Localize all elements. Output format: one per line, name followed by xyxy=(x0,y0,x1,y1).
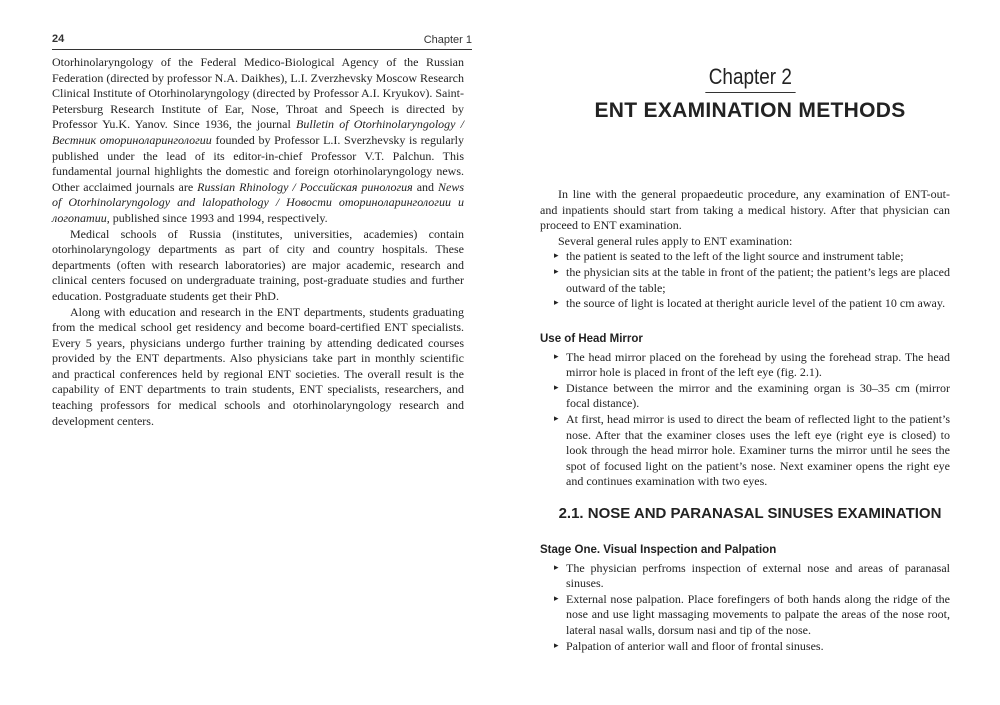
rules-intro: Several general rules apply to ENT examination: xyxy=(558,233,793,248)
running-head xyxy=(52,31,472,50)
intro-paragraph: In line with the general propaedeutic procedure, any examination of ENT-out- and inpatients should start from taking a medical history. After that physician can proceed to ENT examination. xyxy=(540,187,950,233)
head-mirror-list xyxy=(540,350,950,490)
list-item: ▸ The physician perfroms inspection of external nose and areas of paranasal sinuses. xyxy=(554,560,950,591)
list-item: ▸ External nose palpation. Place forefingers of both hands along the ridge of the nose and use light massaging movements to palpate the areas of the nose root, lateral nasal walls, dorsum nasi and tip of the nose. xyxy=(554,591,950,637)
bullet-icon: ▸ xyxy=(554,413,559,424)
bullet-icon: ▸ xyxy=(554,593,559,604)
page-number: 24 xyxy=(52,33,65,45)
chapter-number: Chapter 2 xyxy=(500,64,1000,93)
intro-block xyxy=(540,187,950,312)
section-heading: 2.1. NOSE AND PARANASAL SINUSES EXAMINATION xyxy=(558,505,942,522)
list-item: ▸ the source of light is located at theright auricle level of the patient 10 cm away. xyxy=(554,296,946,311)
paragraph-institutes-journals: Otorhinolaryngology of the Federal Medico-Biological Agency of the Russian Federation (directed by professor N.A. Daikhes), L.I. Zverzhevsky Moscow Research Clinical Institute of Otorhinolaryngology (directed by Professor A.I. Kryukov). Saint-Petersburg Research Institute of Ear, Nose, Throat and Speech is directed by Professor Yu.K. Yanov. Since 1936, the journal Bulletin of Otorhinolaryngology / Вестник оториноларингологии founded by Professor L.I. Sverzhevsky is regularly published under the lead of its editor-in-chief Professor V.T. Palchun. This fundamental journal highlights the domestic and foreign otorhinolaryngology news. Other acclaimed journals are Russian Rhinology / Российская ринология and News of Otorhinolaryngology and lalopathology / Новости оториноларингологии и логопатии, published since 1993 and 1994, respectively. xyxy=(52,55,465,225)
stage-list xyxy=(540,561,950,655)
list-item: ▸ Palpation of anterior wall and floor of frontal sinuses. xyxy=(554,638,824,653)
right-page xyxy=(500,0,1000,705)
bullet-icon: ▸ xyxy=(554,382,559,393)
bullet-icon: ▸ xyxy=(554,351,559,362)
paragraph-medical-schools: Medical schools of Russia (institutes, universities, academies) contain otorhinolaryngology departments as part of city and country hospitals. These departments (often with research laboratories) are major academic, research and clinical centers focused on undergraduate training, post-graduate studies and further education. Postgraduate students get their PhD. xyxy=(52,226,464,303)
head-mirror-heading: Use of Head Mirror xyxy=(540,333,643,345)
bullet-icon: ▸ xyxy=(554,640,559,651)
left-body-text xyxy=(52,55,464,429)
stage-one-block xyxy=(540,543,950,654)
list-item: ▸ the patient is seated to the left of the light source and instrument table; xyxy=(554,249,904,264)
bullet-icon: ▸ xyxy=(554,298,559,309)
list-item: ▸ the physician sits at the table in front of the patient; the patient’s legs are placed outward of the table; xyxy=(554,264,950,295)
list-item: ▸ Distance between the mirror and the examining organ is 30–35 cm (mirror focal distance). xyxy=(554,380,950,411)
journal-title-bulletin: Bulletin of Otorhinolaryngology / Вестник оториноларингологии xyxy=(52,117,465,147)
chapter-title: ENT EXAMINATION METHODS xyxy=(594,99,906,122)
rules-list xyxy=(540,249,950,311)
list-item: ▸ At first, head mirror is used to direct the beam of reflected light to the patient’s nose. After that the examiner closes uses the left eye (right eye is closed) to look through the head mirror hole. Examiner turns the mirror until he sees the spot of focused light on the patient’s nose. Next examiner opens the right eye and continues examination with two eyes. xyxy=(554,411,950,489)
list-item: ▸ The head mirror placed on the forehead by using the forehead strap. The head mirror hole is placed in front of the left eye (fig. 2.1). xyxy=(554,349,950,380)
journal-title-news: News of Otorhinolaryngology and lalopathology / Новости оториноларингологии и логопатии, xyxy=(52,179,465,225)
bullet-icon: ▸ xyxy=(554,251,559,262)
bullet-icon: ▸ xyxy=(554,266,559,277)
paragraph-education-research: Along with education and research in the ENT departments, students graduating from the medical school get residency and become board-certified ENT specialists. Every 5 years, physicians undergo further training by attending dedicated courses provided by the ENT departments. Also physicians take part in monthly scientific and practical conferences held by regional ENT societies. The overall result is the capability of ENT departments to train students, ENT specialists, researchers, and teaching professors for medical schools and otorhinolaryngology research and development centers. xyxy=(52,304,464,428)
bullet-icon: ▸ xyxy=(554,562,559,573)
journal-title-rhinology: Russian Rhinology / Российская ринология xyxy=(197,179,413,194)
stage-heading: Stage One. Visual Inspection and Palpation xyxy=(540,544,777,556)
running-head-chapter: Chapter 1 xyxy=(423,34,472,46)
head-mirror-block xyxy=(540,332,950,490)
